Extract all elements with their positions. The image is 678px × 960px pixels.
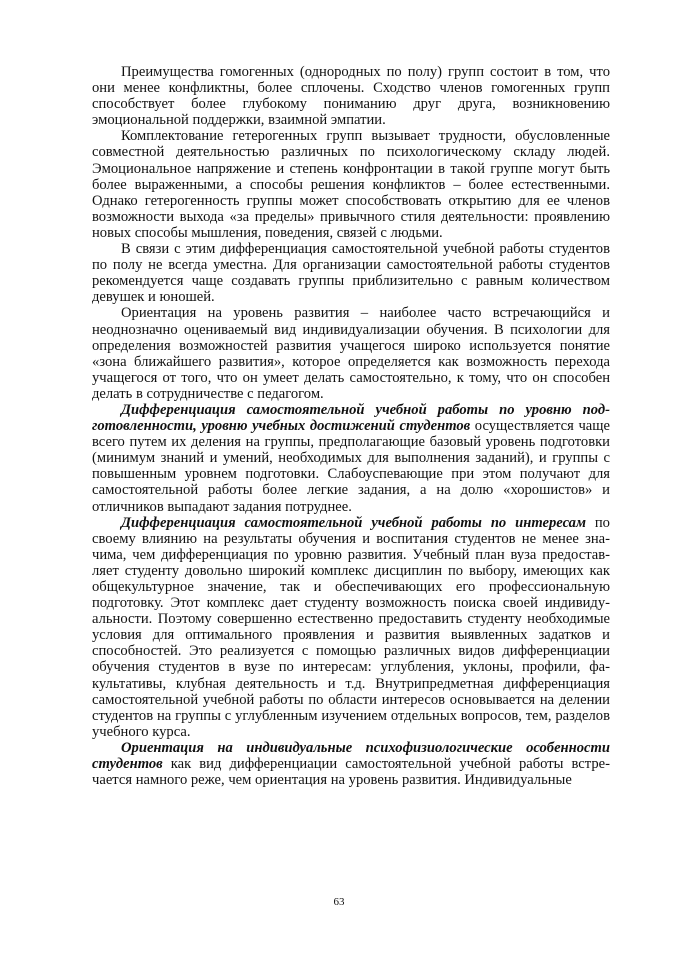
paragraph-heterogeneous-groups <box>92 128 610 241</box>
paragraph-gender-differentiation <box>92 241 610 305</box>
paragraph-text: Преимущества гомогенных (однородных по полу) групп состоит в том, что они менее конфликтны, более сплочены. Сходство членов гомогенных групп способствует более глубокому пониманию друг друга, возникновению эмоциональной поддержки, взаимной эмпатии. <box>92 64 610 129</box>
paragraph-text: по своему влиянию на результаты обучения и воспитания студентов не менее значима, чем дифференциация по уровню развития. Учебный план вуза предоставляет студенту довольно широкий комплекс дисциплин по выбору, имеющих как общекультурное значение, так и обеспечивающих его профессиональную подготовку. Этот комплекс дает студенту возможность поиска своей индивидуальности. Поэтому совершенно естественно предоставить студенту необходимые условия для оптимального проявления и развития выявленных задатков и способностей. Это реализуется с помощью различных видов дифференциации обучения студентов в вузе по интересам: углубления, уклоны, профили, факультативы, клубная деятельность и т.д. Внутрипредметная дифференциация самостоятельной учебной работы по области интересов основывается на делении студентов на группы с углубленным изучением отдельных вопросов, тем, разделов учебного курса. <box>92 514 610 740</box>
paragraph-text: Комплектование гетерогенных групп вызывает трудности, обусловленные совместной деятельностью различных по психологическому складу людей. Эмоциональное напряжение и степень конфронтации в такой группе могут быть более выраженными, а способы решения конфликтов – более естественными. Однако гетерогенность группы может способствовать открытию для ее членов возможности выхода «за пределы» привычного стиля деятельности: проявлению новых способы мышления, поведения, связей с людьми. <box>92 128 610 241</box>
paragraph-lead-term: Дифференциация самостоятельной учебной работы по интересам <box>121 514 586 531</box>
paragraph-preparation-level <box>92 402 610 515</box>
paragraph-psychophysiological <box>92 740 610 788</box>
paragraph-lead-term: Ориентация на индивидуальные психофизиологические особенности студентов <box>92 739 610 773</box>
page-number: 63 <box>333 896 345 908</box>
paragraph-text: как вид дифференциации самостоятельной учебной работы встречается намного реже, чем ориентация на уровень развития. Индивидуальные <box>92 756 610 789</box>
document-body <box>92 64 610 788</box>
paragraph-text: осуществляется чаще всего путем их деления на группы, предполагающие базовый уровень подготовки (минимум знаний и умений, необходимых для выполнения заданий), и группы с повышенным уровнем подготовки. Слабоуспевающие при этом получают для самостоятельной работы более легкие задания, а на долю «хорошистов» и отличников выпадают задания потруднее. <box>92 418 610 515</box>
paragraph-development-level <box>92 305 610 402</box>
paragraph-homogeneous-groups <box>92 64 610 128</box>
paragraph-text: В связи с этим дифференциация самостоятельной учебной работы студентов по полу не всегда уместна. Для организации самостоятельной работы студентов рекомендуется чаще создавать группы приблизительно с равным количеством девушек и юношей. <box>92 241 610 306</box>
paragraph-text: Ориентация на уровень развития – наиболее часто встречающийся и неоднозначно оцениваемый вид индивидуализации обучения. В психологии для определения возможностей развития учащегося широко используется понятие «зона ближайшего развития», которое определяется как возможность перехода учащегося от того, что он умеет делать самостоятельно, к тому, что он способен делать в сотрудничестве с педагогом. <box>92 305 610 402</box>
paragraph-lead-term: Дифференциация самостоятельной учебной работы по уровню подготовленности, уровню учебных достижений студентов <box>92 401 610 435</box>
paragraph-interests <box>92 515 610 740</box>
